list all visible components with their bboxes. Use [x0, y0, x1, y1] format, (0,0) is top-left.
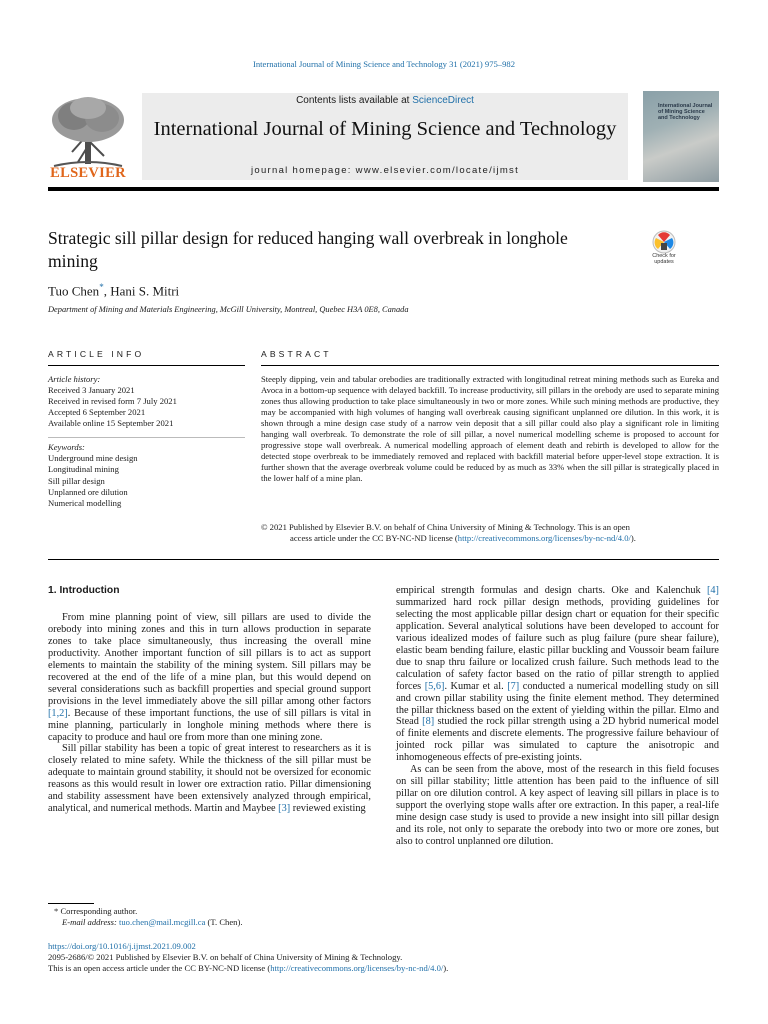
history-item: Received in revised form 7 July 2021 — [48, 396, 177, 406]
keyword: Unplanned ore dilution — [48, 486, 128, 497]
email-label: E-mail address: — [62, 917, 119, 927]
check-updates-label: Check for updates — [652, 253, 676, 265]
author-separator: , — [103, 283, 111, 299]
article-info-rule — [48, 365, 245, 366]
abstract-heading: ABSTRACT — [261, 349, 332, 359]
abstract-bottom-rule — [48, 559, 719, 560]
article-info-heading: ARTICLE INFO — [48, 349, 145, 359]
footnote — [48, 906, 242, 928]
section-heading-introduction: 1. Introduction — [48, 585, 120, 596]
article-history — [48, 374, 248, 429]
reference-link[interactable]: [8] — [422, 716, 435, 728]
issn-line: 2095-2686/© 2021 Published by Elsevier B.V. on behalf of China University of Mining & Technology. — [48, 952, 403, 963]
copyright-line-2 — [261, 533, 719, 544]
footer-license-link[interactable]: http://creativecommons.org/licenses/by-nc-nd/4.0/ — [270, 963, 444, 974]
footnote-corresponding-text: Corresponding author. — [60, 906, 138, 916]
history-item: Available online 15 September 2021 — [48, 418, 174, 428]
footnote-mark: * — [54, 906, 59, 916]
copyright-license-link[interactable]: http://creativecommons.org/licenses/by-nc-nd/4.0/ — [457, 533, 631, 543]
author-list — [48, 282, 179, 299]
oa-suffix: ). — [443, 963, 449, 974]
keyword: Underground mine design — [48, 453, 138, 464]
article-title: Strategic sill pillar design for reduced hanging wall overbreak in longhole mining — [48, 228, 568, 271]
abstract-copyright — [261, 522, 719, 544]
oa-prefix: This is an open access article under the CC BY-NC-ND license ( — [48, 963, 271, 974]
reference-link[interactable]: [4] — [706, 585, 719, 596]
text-run: reviewed existing — [290, 803, 366, 815]
keywords — [48, 442, 248, 509]
paragraph: As can be seen from the above, most of the research in this field focuses on sill pillar stability; little attention has been paid to the influence of sill pillar on ore dilution control. A key aspect of leaving sill pillars in place is to support the overlying stope walls after ore extraction. In this paper, a real-life mine design case study is used to provide a new insight into sill pillar design and its role, not only to separate the orebody into two or more ore zones, but also to control unplanned ore dilution. — [396, 764, 719, 848]
journal-cover-title: International Journal of Mining Science and Technology — [658, 103, 713, 121]
text-run: . Because of these important functions, the use of sill pillars is vital in mine planning, particularly in longhole mining methods where there is capacity to produce and haul ore from more than one mining zone. — [48, 707, 371, 743]
copyright-prefix: access article under the CC BY-NC-ND license ( — [290, 533, 458, 543]
body-column-2 — [396, 585, 719, 848]
contents-line — [142, 95, 628, 106]
sciencedirect-link[interactable]: ScienceDirect — [412, 95, 474, 106]
text-run: . Kumar et al. — [444, 680, 508, 692]
history-item: Accepted 6 September 2021 — [48, 407, 146, 417]
elsevier-wordmark: ELSEVIER — [50, 165, 126, 181]
author-1[interactable]: Tuo Chen — [48, 283, 100, 299]
paragraph — [48, 743, 371, 815]
text-run: conducted a numerical modelling study on sill and crown pillar stability using the finite element method. They determined the pillar thickness based on the extent of yielding within the pillar. Elmo and Stead — [396, 680, 719, 728]
author-email-link[interactable]: tuo.chen@mail.mcgill.ca — [118, 917, 206, 927]
reference-link[interactable]: [7] — [507, 680, 520, 692]
reference-link[interactable]: [1,2] — [48, 707, 68, 719]
keyword: Longitudinal mining — [48, 464, 119, 475]
corresponding-mark[interactable]: * — [99, 282, 104, 292]
footnote-rule — [48, 903, 94, 904]
header-rule — [48, 187, 719, 191]
body-column-1 — [48, 612, 371, 815]
history-item: Received 3 January 2021 — [48, 385, 135, 395]
doi-link[interactable]: https://doi.org/10.1016/j.ijmst.2021.09.002 — [48, 941, 196, 951]
contents-prefix: Contents lists available at — [296, 95, 413, 106]
abstract-rule — [261, 365, 719, 366]
journal-title: International Journal of Mining Science and Technology — [153, 118, 617, 140]
paragraph — [48, 612, 371, 743]
text-run: From mine planning point of view, sill pillars are used to divide the orebody into mining zones and this in turn allows production in separate zones to take place simultaneously, thus increasing the overall mine productivity. Another important function of sill pillars is to act as support elements to maintain the stability of the mining system. Sill pillars may be recovered at the end of the life of a mine plan, but this would depend on several considerations such as backfill properties and special ground support provisions in the level immediately above the sill pillar among other factors — [48, 612, 371, 707]
keyword: Numerical modelling — [48, 498, 122, 509]
email-suffix: (T. Chen). — [205, 917, 243, 927]
text-run: studied the rock pillar strength using a 2D hybrid numerical model of finite elements and discrete elements. The progressive failure behaviour of jointed rock pillar was simulated to capture the anisotropic and inhomogeneous effects of pre-existing joints. — [396, 716, 719, 764]
footnote-email-line — [48, 917, 242, 928]
author-2[interactable]: Hani S. Mitri — [110, 283, 180, 299]
check-updates-icon — [646, 230, 682, 254]
text-run: summarized hard rock pillar design methods, providing guidelines for selecting the most applicable pillar design chart or equation for their specific application. Several analytical solutions have been developed to account for various idealized modes of failure such as plug failure (pure shear failure), elastic beam bending failure, elastic pillar buckling and Voussoir beam failure due to snap thru failure or localized crush failure. Such methods lead to the calculation of safety factor based on the ratio of pillar strength to applied forces — [396, 596, 719, 692]
abstract-text: Steeply dipping, vein and tabular orebodies are traditionally extracted with longitudinal retreat mining methods such as Eureka and Avoca in a bottom-up sequence with delayed backfill. To increase productivity, sill pillars in the orebody are used to separate mining zones thus allowing production to take place simultaneously in two or more zones. While such mining methods are productive, they may be accompanied with high volumes of hanging wall overbreak causing significant unplanned ore dilution. In this work, it is shown through a mine design case study of a narrow vein deposit that a sill pillar could also play a significant role in limiting hanging wall overbreak. To demonstrate the role of sill pillar, a novel numerical modelling scheme is proposed to account for progressive stope wall overbreak. A numerical modelling approach of element death and rebirth is developed to allow for the detected stope overbreak to be immediately removed and replaced with backfill material before upper-level stope extraction. It is further shown that the average overbreak volume could be reduced by as much as 33% when the sill pillar is strategically placed in the lower half of a mine plan. — [261, 374, 719, 484]
history-label: Article history: — [48, 374, 101, 384]
footnote-corresponding — [48, 906, 242, 917]
keyword: Sill pillar design — [48, 475, 105, 486]
page-footer — [48, 941, 728, 975]
reference-link[interactable]: [3] — [278, 803, 291, 815]
text-run: empirical strength formulas and design charts. Oke and Kalenchuk — [396, 585, 707, 596]
journal-citation-link[interactable]: International Journal of Mining Science and Technology 31 (2021) 975–982 — [252, 59, 515, 69]
journal-homepage[interactable]: journal homepage: www.elsevier.com/locate/ijmst — [250, 165, 520, 176]
reference-link[interactable]: [5,6] — [424, 680, 445, 692]
paragraph — [396, 585, 719, 764]
open-access-line — [48, 963, 728, 974]
keywords-label: Keywords: — [48, 442, 85, 452]
keywords-divider — [48, 437, 245, 438]
copyright-suffix: ). — [630, 533, 636, 543]
copyright-line-1: © 2021 Published by Elsevier B.V. on behalf of China University of Mining & Technology. This is an open — [261, 522, 630, 532]
affiliation: Department of Mining and Materials Engineering, McGill University, Montreal, Quebec H3A 0E8, Canada — [48, 305, 409, 314]
text-run: Sill pillar stability has been a topic of great interest to researchers as it is closely related to mine safety. While the thickness of the sill pillar must be adequate to maintain ground stability, it should not be oversized for economic reasons as this would result in lower ore extraction ratio. Pillar dimensioning and stability assessment have been extensively analyzed through empirical, analytical, and numerical methods. Martin and Maybee — [48, 743, 371, 815]
